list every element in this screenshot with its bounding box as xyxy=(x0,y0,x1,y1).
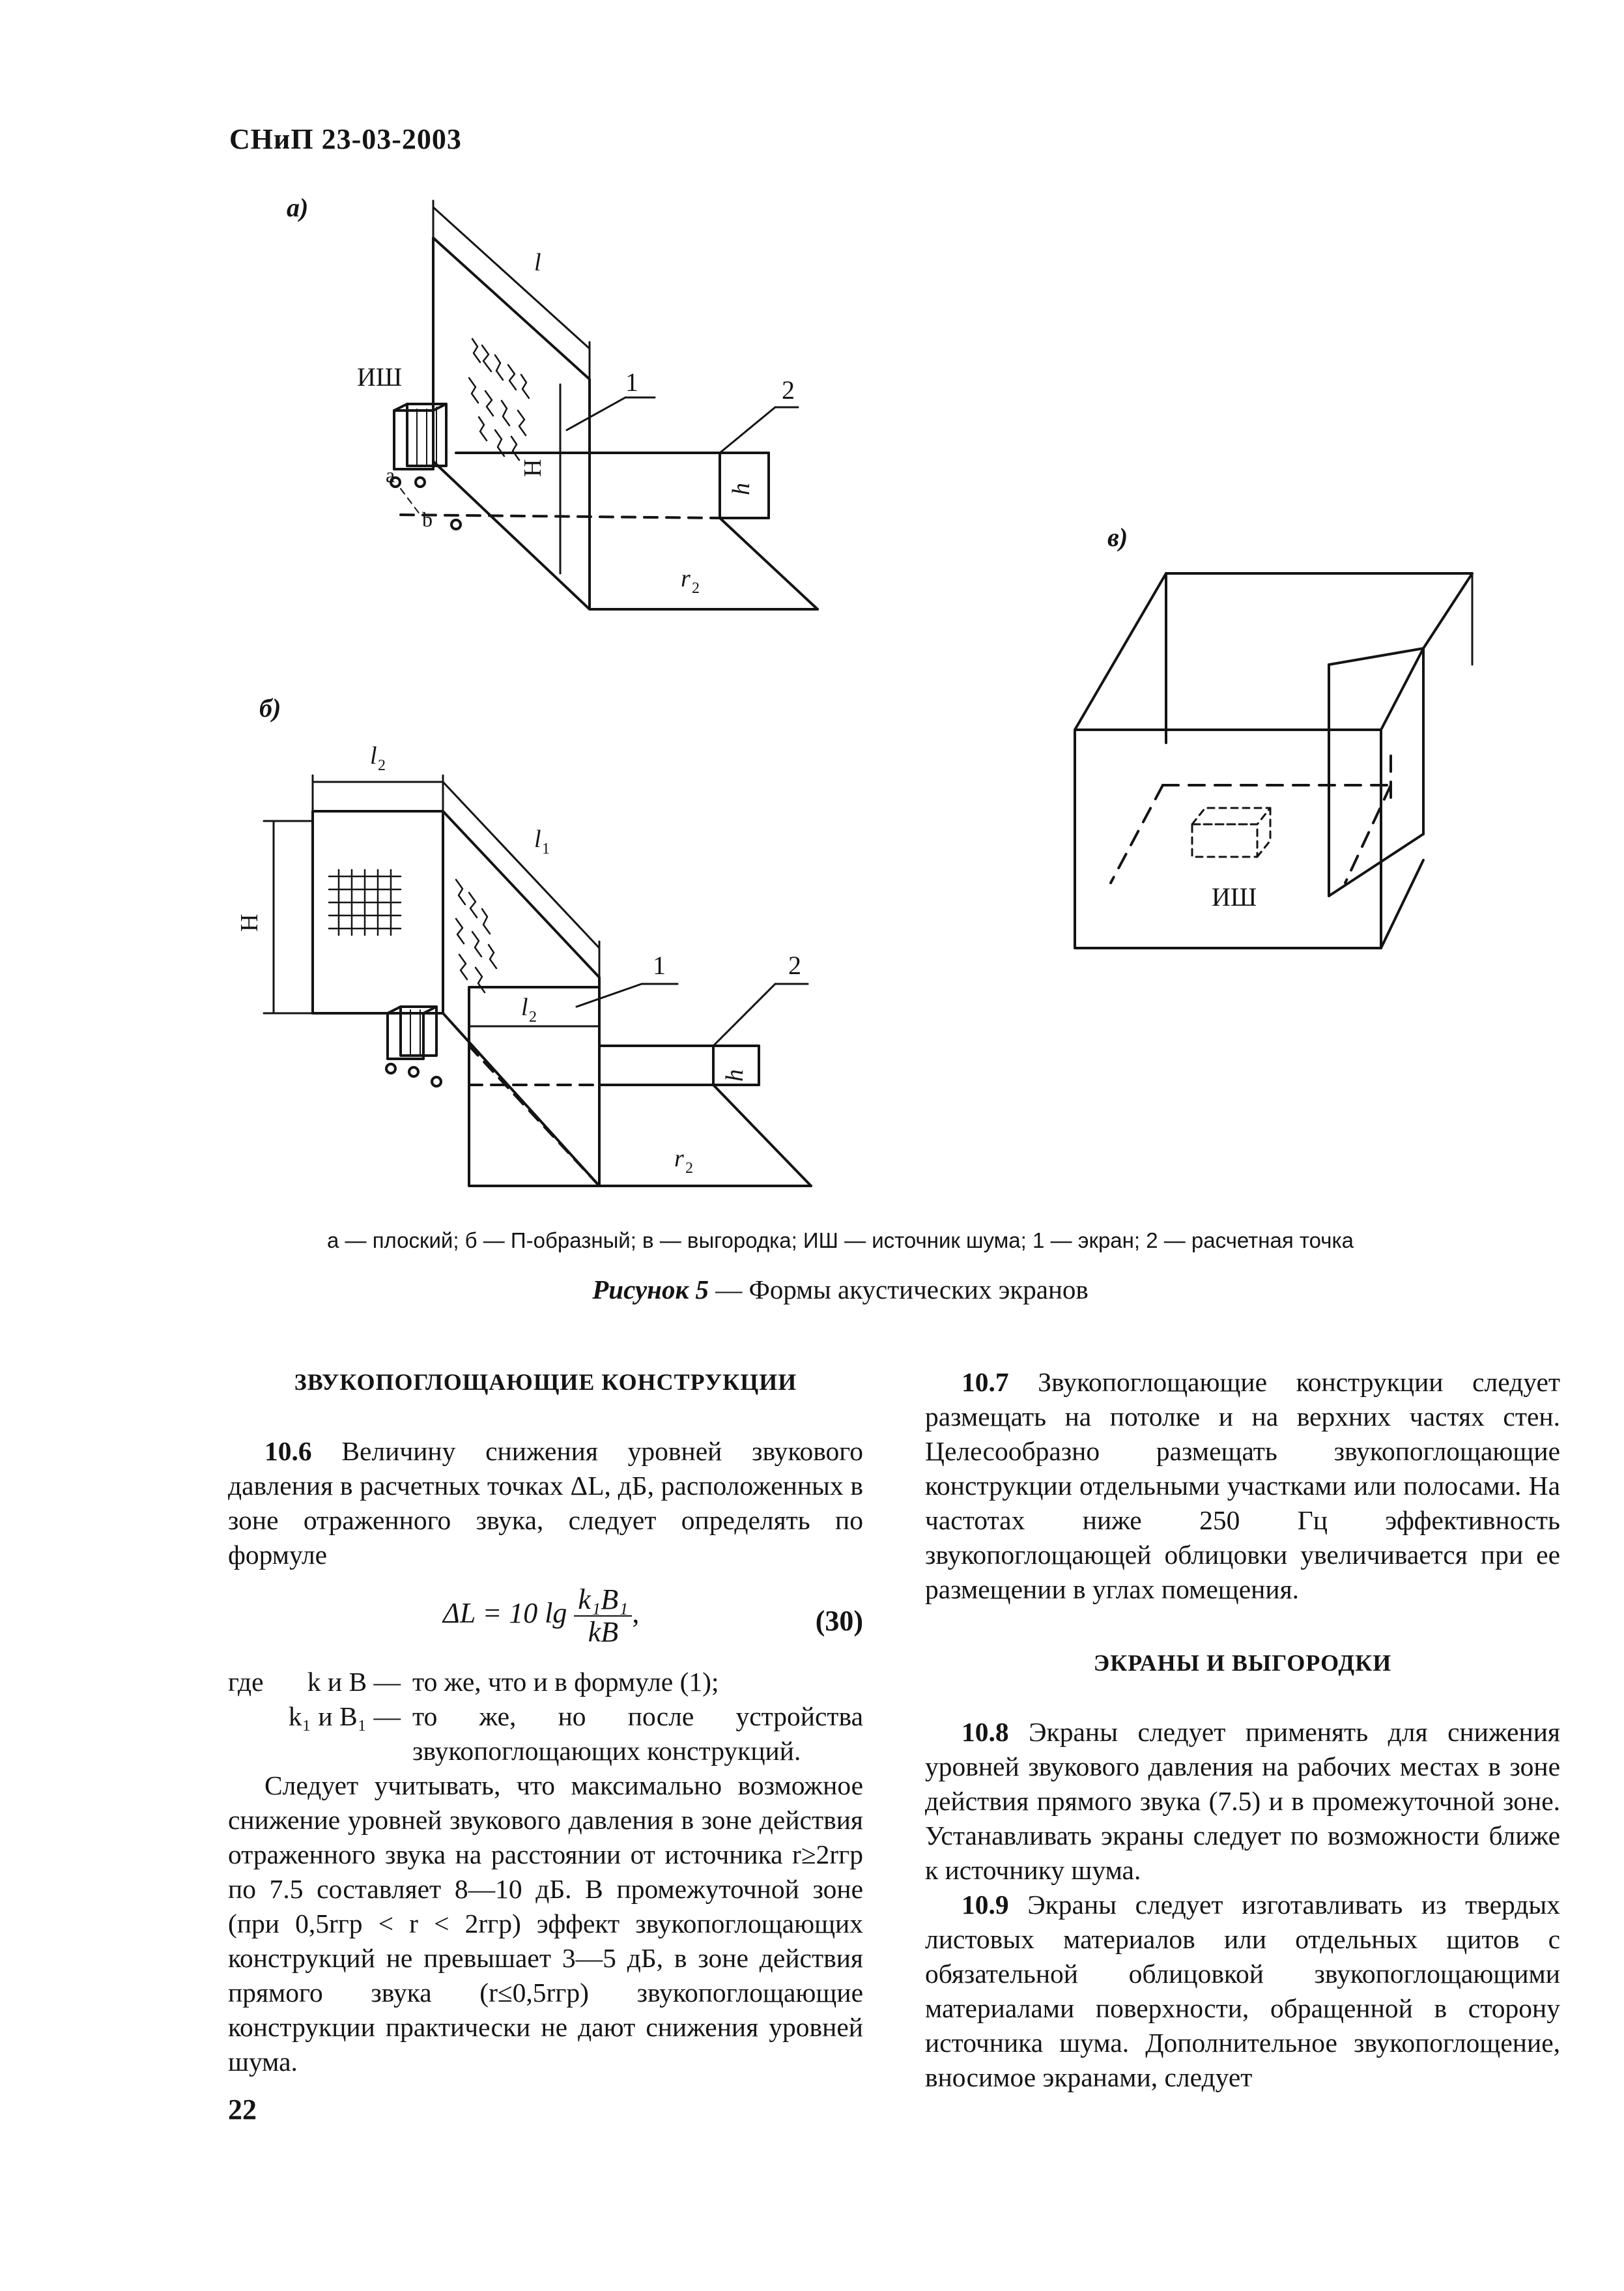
panel-a-dim-r: r xyxy=(681,565,691,592)
paragraph-note: Следует учитывать, что максимально возможное снижение уровней звукового давления в зоне действия отраженного звука на расстоянии от источника r≥2rгр по 7.5 составляет 8—10 дБ. В промежуточной зоне (при 0,5rгр < r < 2rгр) эффект звукопоглощающих конструкций не превышает 3—5 дБ, в зоне действия прямого звука (r≤0,5rгр) звукопоглощающие конструкции практически не дают снижения уровней шума. xyxy=(228,1770,863,2077)
paragraph-10-6 xyxy=(228,1434,863,1572)
panel-b-dim-l1: l xyxy=(534,826,541,853)
paragraph-text: Экраны следует изготавливать из твердых листовых материалов или отдельных щитов с обязательной облицовкой звукопоглощающими материалами поверхности, обращенной в сторону источника шума. Дополнительное звукопоглощение, вносимое экранами, следует xyxy=(925,1890,1560,2092)
figure-title-label: Рисунок 5 xyxy=(592,1275,709,1304)
formula-body xyxy=(443,1584,639,1648)
paragraph-10-9 xyxy=(925,1888,1560,2095)
formula-30 xyxy=(228,1584,863,1656)
formula-comma: , xyxy=(632,1597,640,1630)
legend-definition-1: то же, что и в формуле (1); xyxy=(412,1667,719,1697)
panel-a-dim-b: b xyxy=(422,508,433,531)
section-heading-sound-absorbing: ЗВУКОПОГЛОЩАЮЩИЕ КОНСТРУКЦИИ xyxy=(294,1369,797,1395)
paragraph-text: Звукопоглощающие конструкции следует размещать на потолке и на верхних частях стен. Целесообразно размещать звукопоглощающие конструкции отдельными участками или полосами. На частотах ниже 250 Гц эффективность звукопоглощающей облицовки увеличивается при ее размещении в углах помещения. xyxy=(925,1367,1560,1604)
panel-b-dim-h: h xyxy=(721,1069,748,1082)
paragraph-10-8 xyxy=(925,1715,1560,1888)
legend-row-1 xyxy=(228,1665,863,1699)
panel-v-enclosure xyxy=(1075,573,1472,948)
panel-b-point-label: 2 xyxy=(788,951,801,980)
legend-lead: где xyxy=(228,1667,264,1697)
panel-a-dim-h: h xyxy=(728,483,755,495)
formula-fraction xyxy=(574,1584,632,1648)
paragraph-text: Величину снижения уровней звукового давления в расчетных точках ΔL, дБ, расположенных в зоне отраженного звука, следует определять по формуле xyxy=(228,1436,863,1570)
panel-a-source-label: ИШ xyxy=(357,362,403,392)
panel-b-screen-label: 1 xyxy=(653,951,666,980)
panel-a-point-label: 2 xyxy=(782,375,795,405)
paragraph-10-7 xyxy=(925,1365,1560,1607)
panel-b-dim-l2-sub: 2 xyxy=(378,757,386,774)
formula-number: (30) xyxy=(815,1605,863,1637)
paragraph-text: Экраны следует применять для снижения уровней звукового давления на рабочих местах в зоне действия прямого звука (7.5) и в промежуточной зоне. Устанавливать экраны следует по возможности ближе к источнику шума. xyxy=(925,1717,1560,1885)
legend-definition-2: то же, но после устройства звукопоглощающих конструкций. xyxy=(412,1701,863,1766)
panel-a-flat-screen xyxy=(391,201,818,609)
paragraph-number: 10.7 xyxy=(962,1367,1009,1397)
panel-b-dim-l2: l xyxy=(370,742,377,770)
formula-numerator: k₁B₁ xyxy=(574,1584,632,1617)
formula-lhs: ΔL = 10 lg xyxy=(443,1597,567,1630)
panel-v-letter: в) xyxy=(1107,523,1128,552)
section-heading-screens: ЭКРАНЫ И ВЫГОРОДКИ xyxy=(1093,1650,1392,1676)
panel-a-dim-H: Н xyxy=(519,459,547,477)
legend-symbol-2: k₁ и B₁ — xyxy=(288,1701,401,1731)
legend-symbol-1: k и B — xyxy=(307,1667,401,1697)
panel-b-dim-H: Н xyxy=(236,914,263,932)
panel-b-letter: б) xyxy=(259,693,281,723)
formula-denominator: kB xyxy=(588,1616,619,1648)
panel-v-source-label: ИШ xyxy=(1212,882,1257,912)
formula-legend xyxy=(228,1665,863,1768)
panel-b-dim-r-sub: 2 xyxy=(685,1160,693,1177)
figure-legend: а — плоский; б — П-образный; в — выгородка; ИШ — источник шума; 1 — экран; 2 — расчетная точка xyxy=(327,1228,1354,1252)
panel-b-dim-l1-sub: 1 xyxy=(542,841,550,857)
right-column xyxy=(925,1365,1560,2095)
panel-a-dim-a: а xyxy=(386,463,395,487)
document-code: СНиП 23-03-2003 xyxy=(229,123,462,155)
panel-a-dim-l: l xyxy=(534,249,541,276)
figure-title-text: — Формы акустических экранов xyxy=(708,1275,1089,1304)
paragraph-number: 10.6 xyxy=(264,1436,312,1466)
panel-b-dim-l2-inner: l xyxy=(521,994,528,1021)
page-number: 22 xyxy=(228,2094,257,2125)
paragraph-number: 10.9 xyxy=(962,1890,1009,1920)
panel-a-screen-label: 1 xyxy=(625,367,638,397)
panel-b-dim-r: r xyxy=(674,1145,684,1172)
legend-row-2 xyxy=(228,1699,863,1768)
paragraph-number: 10.8 xyxy=(962,1717,1009,1747)
panel-a-letter: а) xyxy=(287,193,309,222)
panel-a-dim-r-sub: 2 xyxy=(692,580,700,597)
panel-b-dim-l2-inner-sub: 2 xyxy=(529,1009,537,1026)
left-column xyxy=(228,1365,863,2079)
figure-title xyxy=(195,1274,1485,1305)
